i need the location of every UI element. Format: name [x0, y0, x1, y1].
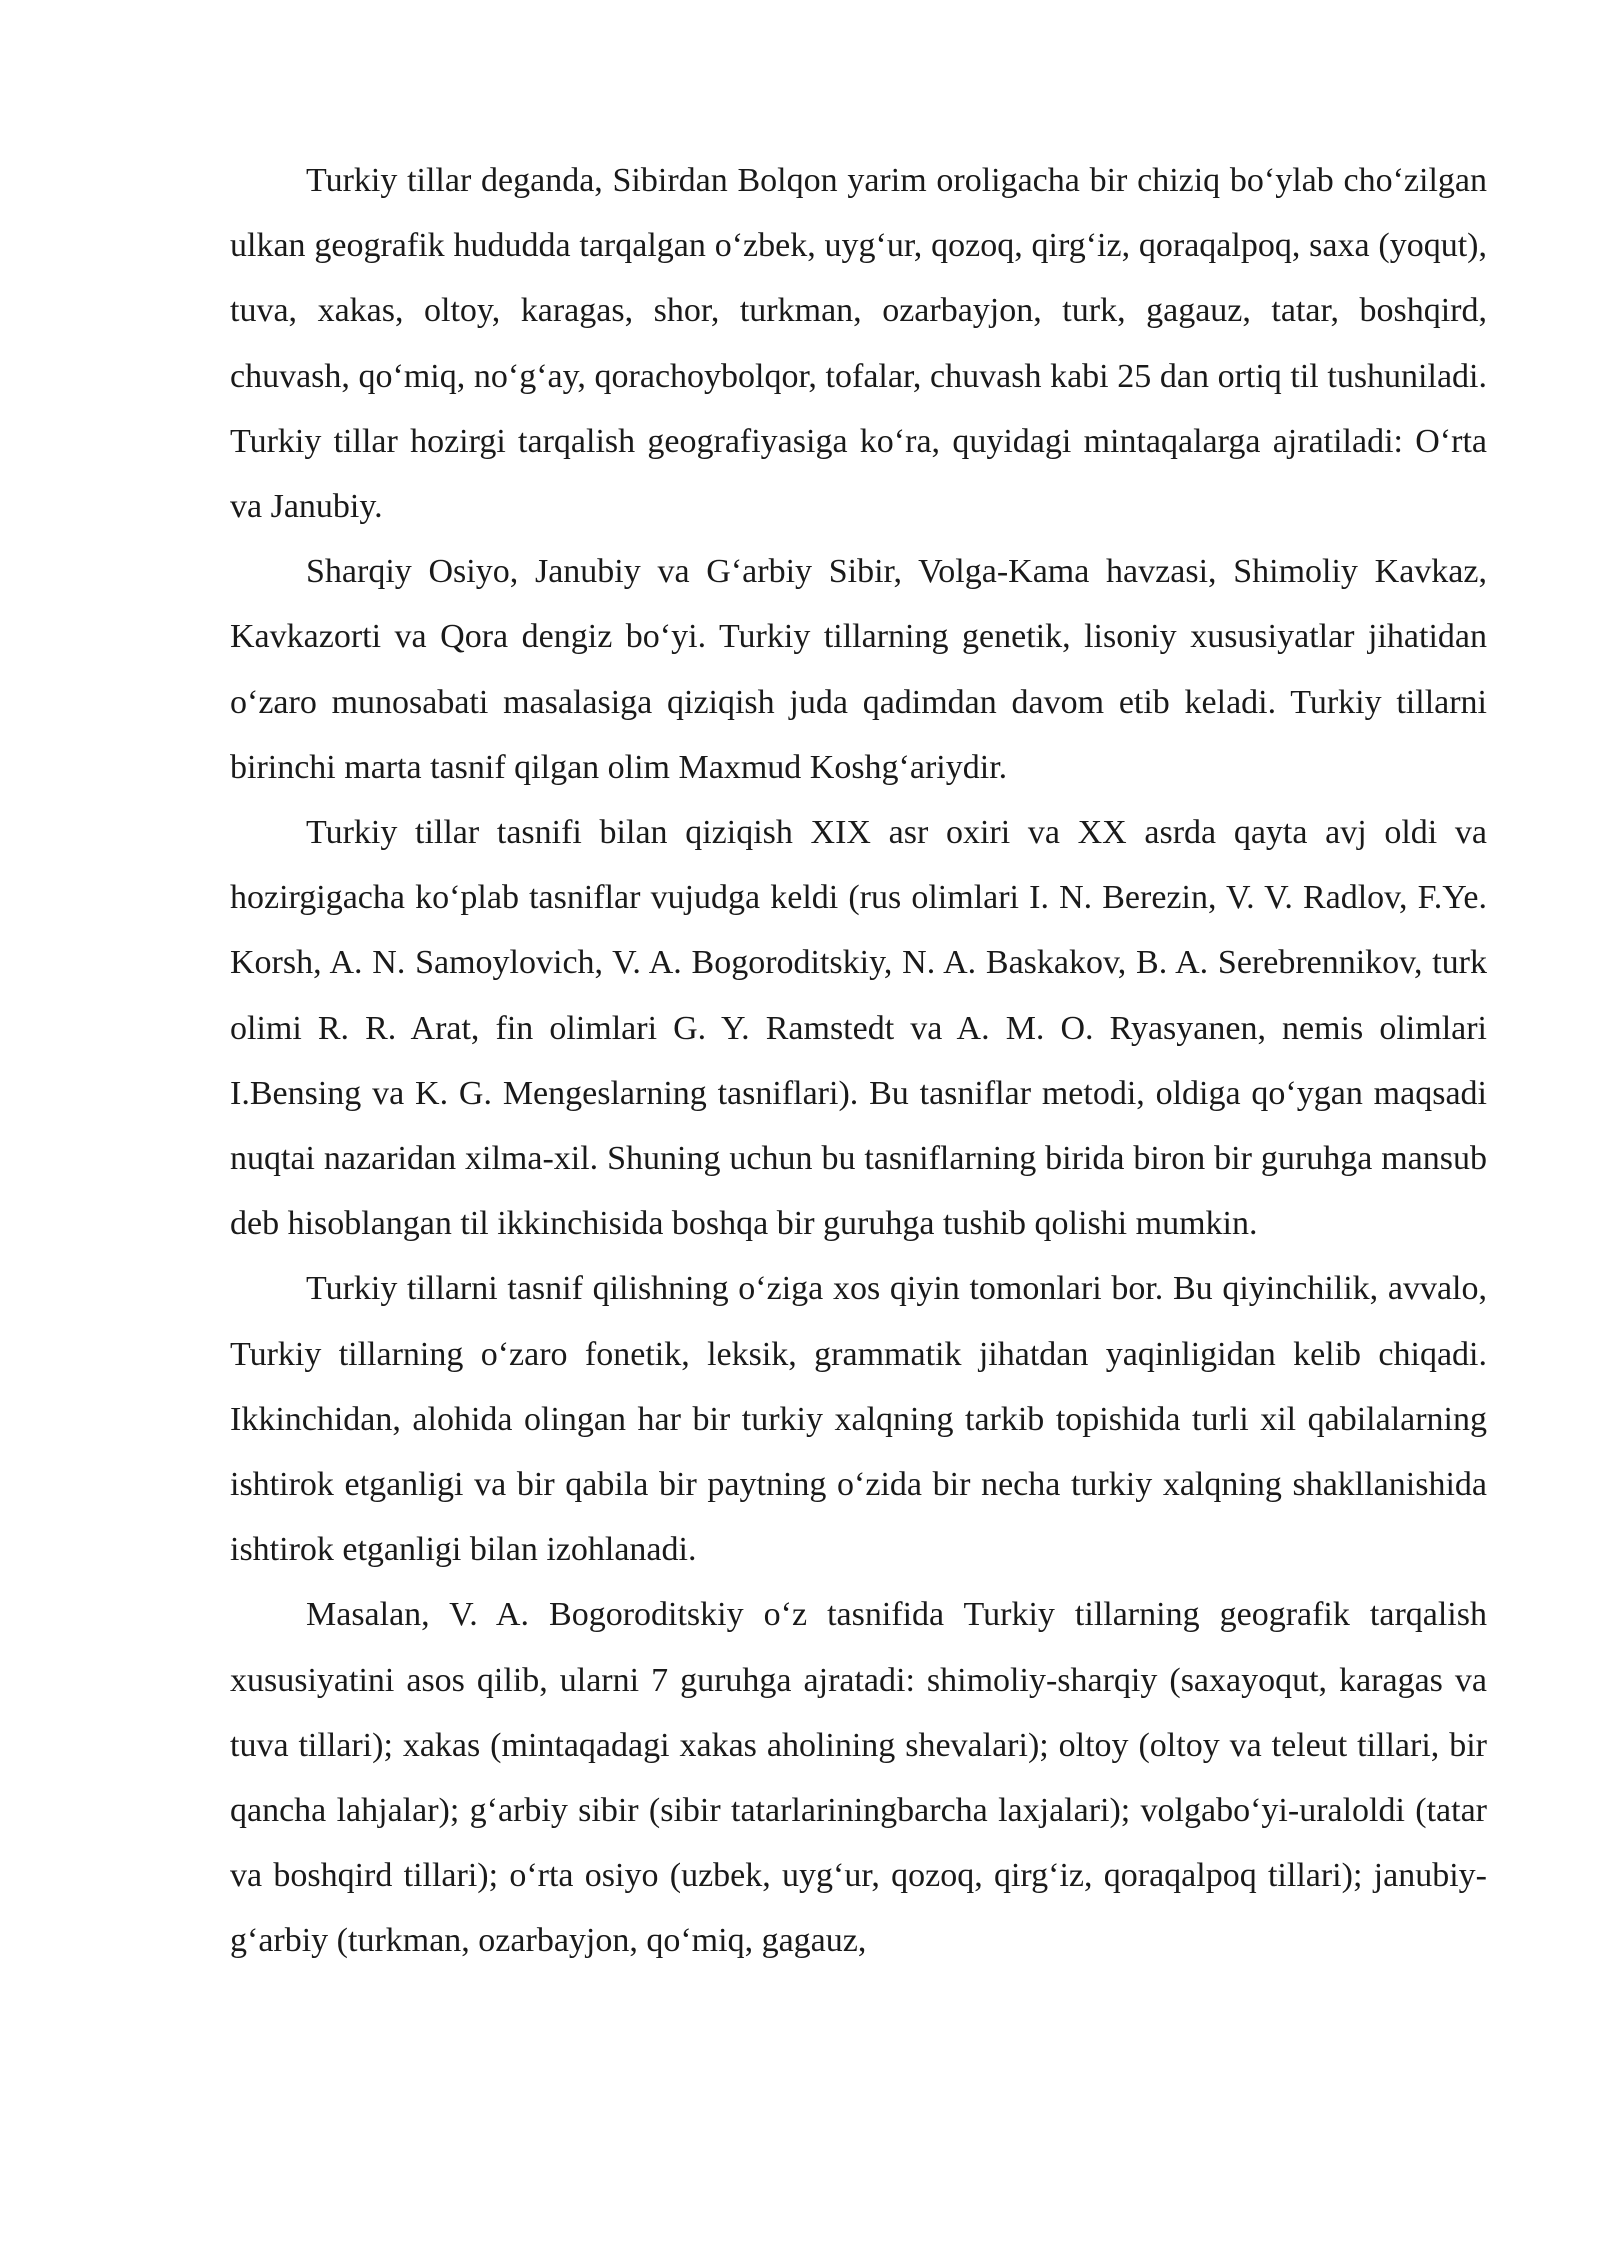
- paragraph-1: Turkiy tillar deganda, Sibirdan Bolqon yarim oroligacha bir chiziq bo‘ylab cho‘zilgan ulkan geografik hududda tarqalgan o‘zbek, uyg‘ur, qozoq, qirg‘iz, qoraqalpoq, saxa (yoqut), tuva, xakas, oltoy, karagas, shor, turkman, ozarbayjon, turk, gagauz, tatar, boshqird, chuvash, qo‘miq, no‘g‘ay, qorachoybolqor, tofalar, chuvash kabi 25 dan ortiq til tushuniladi. Turkiy tillar hozirgi tarqalish geografiyasiga ko‘ra, quyidagi mintaqalarga ajratiladi: O‘rta va Janubiy.: [230, 162, 1487, 526]
- paragraph-2: Sharqiy Osiyo, Janubiy va G‘arbiy Sibir, Volga-Kama havzasi, Shimoliy Kavkaz, Kavkazorti va Qora dengiz bo‘yi. Turkiy tillarning genetik, lisoniy xususiyatlar jihatidan o‘zaro munosabati masalasiga qiziqish juda qadimdan davom etib keladi. Turkiy tillarni birinchi marta tasnif qilgan olim Maxmud Koshg‘ariydir.: [230, 553, 1487, 786]
- paragraph-3: Turkiy tillar tasnifi bilan qiziqish XIX asr oxiri va XX asrda qayta avj oldi va hozirgigacha ko‘plab tasniflar vujudga keldi (rus olimlari I. N. Berezin, V. V. Radlov, F.Ye. Korsh, A. N. Samoylovich, V. A. Bogoroditskiy, N. A. Baskakov, B. A. Serebrennikov, turk olimi R. R. Arat, fin olimlari G. Y. Ramstedt va A. M. O. Ryasyanen, nemis olimlari I.Bensing va K. G. Mengeslarning tasniflari). Bu tasniflar metodi, oldiga qo‘ygan maqsadi nuqtai nazaridan xilma-xil. Shuning uchun bu tasniflarning birida biron bir guruhga mansub deb hisoblangan til ikkinchisida boshqa bir guruhga tushib qolishi mumkin.: [230, 814, 1487, 1243]
- paragraph-5: Masalan, V. A. Bogoroditskiy o‘z tasnifida Turkiy tillarning geografik tarqalish xususiyatini asos qilib, ularni 7 guruhga ajratadi: shimoliy-sharqiy (saxayoqut, karagas va tuva tillari); xakas (mintaqadagi xakas aholining shevalari); oltoy (oltoy va teleut tillari, bir qancha lahjalar); g‘arbiy sibir (sibir tatarlariningbarcha laxjalari); volgabo‘yi-uraloldi (tatar va boshqird tillari); o‘rta osiyo (uzbek, uyg‘ur, qozoq, qirg‘iz, qoraqalpoq tillari); janubiy-g‘arbiy (turkman, ozarbayjon, qo‘miq, gagauz,: [230, 1596, 1487, 1960]
- paragraph-4: Turkiy tillarni tasnif qilishning o‘ziga xos qiyin tomonlari bor. Bu qiyinchilik, avvalo, Turkiy tillarning o‘zaro fonetik, leksik, grammatik jihatdan yaqinligidan kelib chiqadi. Ikkinchidan, alohida olingan har bir turkiy xalqning tarkib topishida turli xil qabilalarning ishtirok etganligi va bir qabila bir paytning o‘zida bir necha turkiy xalqning shakllanishida ishtirok etganligi bilan izohlanadi.: [230, 1270, 1487, 1569]
- document-body: [230, 148, 1487, 1974]
